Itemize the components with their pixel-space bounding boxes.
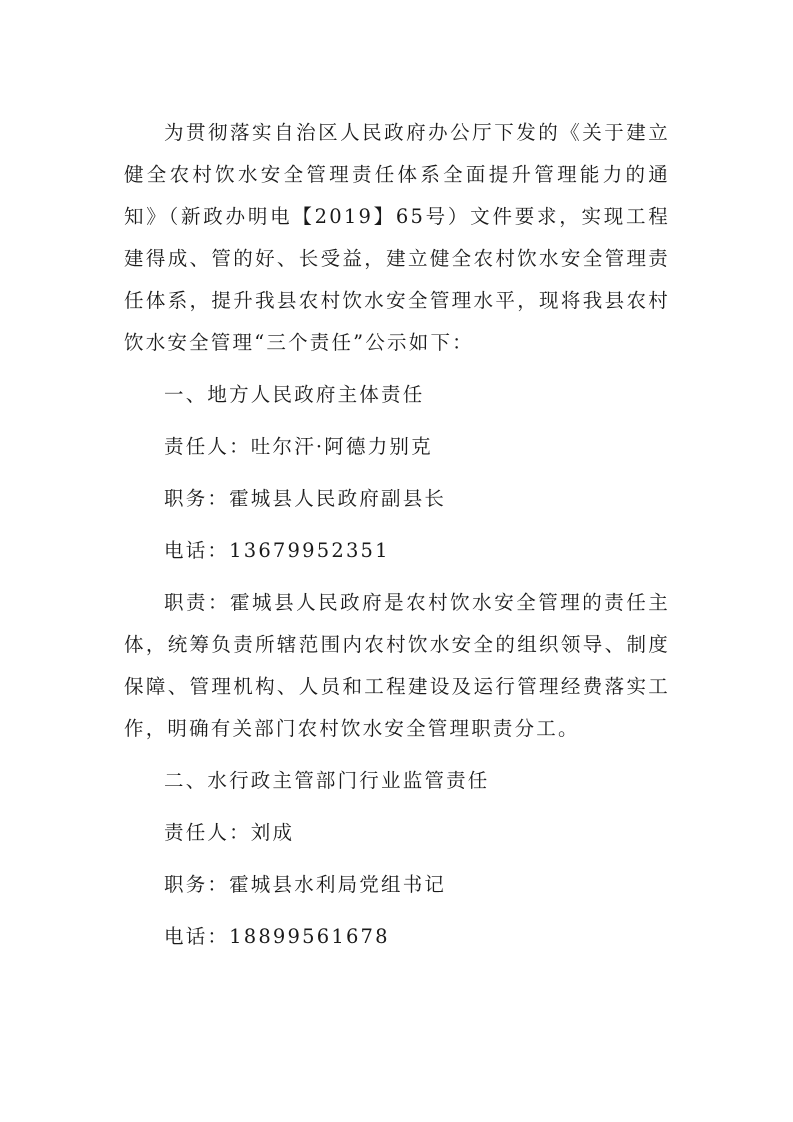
section2-person: 责任人：刘成 <box>164 821 295 844</box>
spacer <box>124 468 670 478</box>
spacer <box>124 906 670 916</box>
section1-duty: 职责：霍城县人民政府是农村饮水安全管理的责任主体，统筹负责所辖范围内农村饮水安全的组织领导、制度保障、管理机构、人员和工程建设及运行管理经费落实工作，明确有关部门农村饮水安全管理职责分工。 <box>124 591 670 740</box>
document-body <box>124 112 670 958</box>
spacer <box>124 364 670 374</box>
section2-position: 职务：霍城县水利局党组书记 <box>164 873 447 896</box>
section1-heading: 一、地方人民政府主体责任 <box>164 383 425 406</box>
section1-person: 责任人：吐尔汗·阿德力别克 <box>164 435 433 458</box>
spacer <box>124 854 670 864</box>
spacer <box>124 572 670 582</box>
spacer <box>124 520 670 530</box>
spacer <box>124 416 670 426</box>
section1-phone: 电话：13679952351 <box>164 539 390 562</box>
section2-phone: 电话：18899561678 <box>164 925 390 948</box>
section2-heading: 二、水行政主管部门行业监管责任 <box>164 769 490 792</box>
section1-position: 职务：霍城县人民政府副县长 <box>164 487 447 510</box>
spacer <box>124 802 670 812</box>
intro-paragraph: 为贯彻落实自治区人民政府办公厅下发的《关于建立健全农村饮水安全管理责任体系全面提升管理能力的通知》（新政办明电【2019】65号）文件要求，实现工程建得成、管的好、长受益，建立健全农村饮水安全管理责任体系，提升我县农村饮水安全管理水平，现将我县农村饮水安全管理“三个责任”公示如下： <box>124 121 670 354</box>
spacer <box>124 750 670 760</box>
